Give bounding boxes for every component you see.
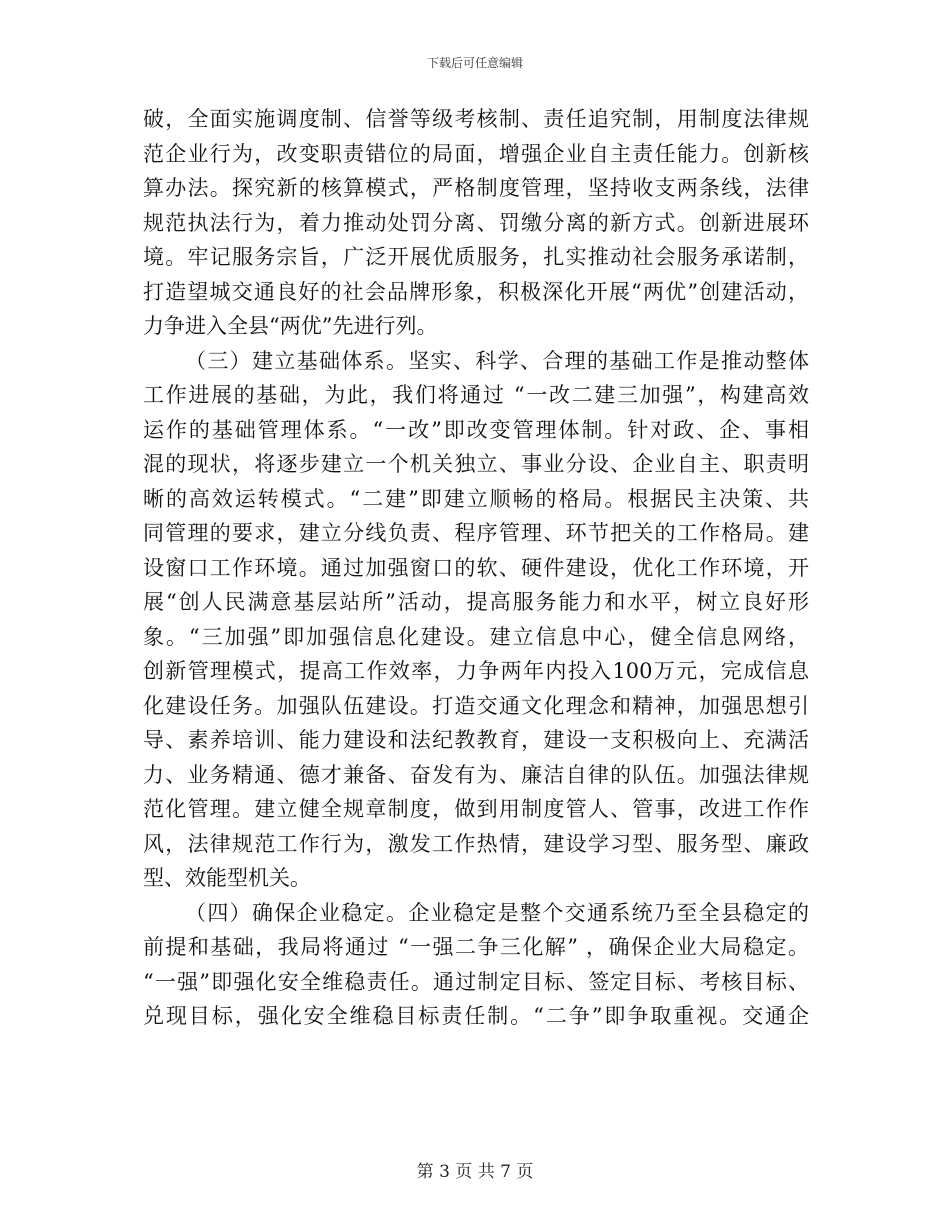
text-line: 导、素养培训、能力建设和法纪教教育，建设一支积极向上、充满活: [143, 728, 809, 752]
text-line: 力、业务精通、德才兼备、奋发有为、廉洁自律的队伍。加强法律规: [143, 762, 809, 787]
text-line: 工作进展的基础，为此，我们将通过 “一改二建三加强”，构建高效: [143, 383, 809, 407]
text-line: 创新管理模式，提高工作效率，力争两年内投入100万元，完成信息: [143, 659, 809, 683]
page-header: 下载后可任意编辑: [426, 56, 523, 70]
text-line: 境。牢记服务宗旨，广泛开展优质服务，扎实推动社会服务承诺制，: [143, 245, 809, 269]
text-line: 同管理的要求，建立分线负责、程序管理、环节把关的工作格局。建: [143, 521, 809, 545]
text-line: 算办法。探究新的核算模式，严格制度管理，坚持收支两条线，法律: [143, 176, 809, 200]
text-line: 兑现目标，强化安全维稳目标责任制。“二争”即争取重视。交通企: [143, 1004, 809, 1028]
text-line: 范企业行为，改变职责错位的局面，增强企业自主责任能力。创新核: [143, 141, 809, 166]
text-line: 展“创人民满意基层站所”活动，提高服务能力和水平，树立良好形: [143, 590, 809, 614]
text-line: 风，法律规范工作行为，激发工作热情，建设学习型、服务型、廉政: [143, 831, 809, 856]
page-number-footer: 第 3 页 共 7 页: [416, 1162, 534, 1182]
text-line: 范化管理。建立健全规章制度，做到用制度管人、管事，改进工作作: [143, 797, 809, 821]
text-line: 象。“三加强”即加强信息化建设。建立信息中心，健全信息网络，: [143, 624, 809, 649]
text-line: 前提和基础，我局将通过 “一强二争三化解” ，确保企业大局稳定。: [143, 935, 809, 959]
text-line: 运作的基础管理体系。“一改”即改变管理体制。针对政、企、事相: [143, 417, 809, 442]
paragraph-start-line: （三）建立基础体系。坚实、科学、合理的基础工作是推动整体: [185, 348, 809, 373]
text-line: 混的现状，将逐步建立一个机关独立、事业分设、企业自主、职责明: [143, 452, 809, 476]
text-line: 型、效能型机关。: [143, 866, 311, 890]
paragraph-start-line: （四）确保企业稳定。企业稳定是整个交通系统乃至全县稳定的: [185, 900, 809, 925]
text-line: 打造望城交通良好的社会品牌形象，积极深化开展“两优”创建活动，: [143, 279, 809, 304]
document-body: [143, 102, 809, 1034]
text-line: “一强”即强化安全维稳责任。通过制定目标、签定目标、考核目标、: [143, 969, 809, 994]
text-line: 力争进入全县“两优”先进行列。: [143, 314, 438, 338]
text-line: 晰的高效运转模式。“二建”即建立顺畅的格局。根据民主决策、共: [143, 486, 809, 511]
text-line: 破，全面实施调度制、信誉等级考核制、责任追究制，用制度法律规: [143, 107, 809, 131]
text-line: 规范执法行为，着力推动处罚分离、罚缴分离的新方式。创新进展环: [143, 210, 809, 235]
text-line: 化建设任务。加强队伍建设。打造交通文化理念和精神，加强思想引: [143, 693, 809, 718]
text-line: 设窗口工作环境。通过加强窗口的软、硬件建设，优化工作环境，开: [143, 555, 809, 580]
